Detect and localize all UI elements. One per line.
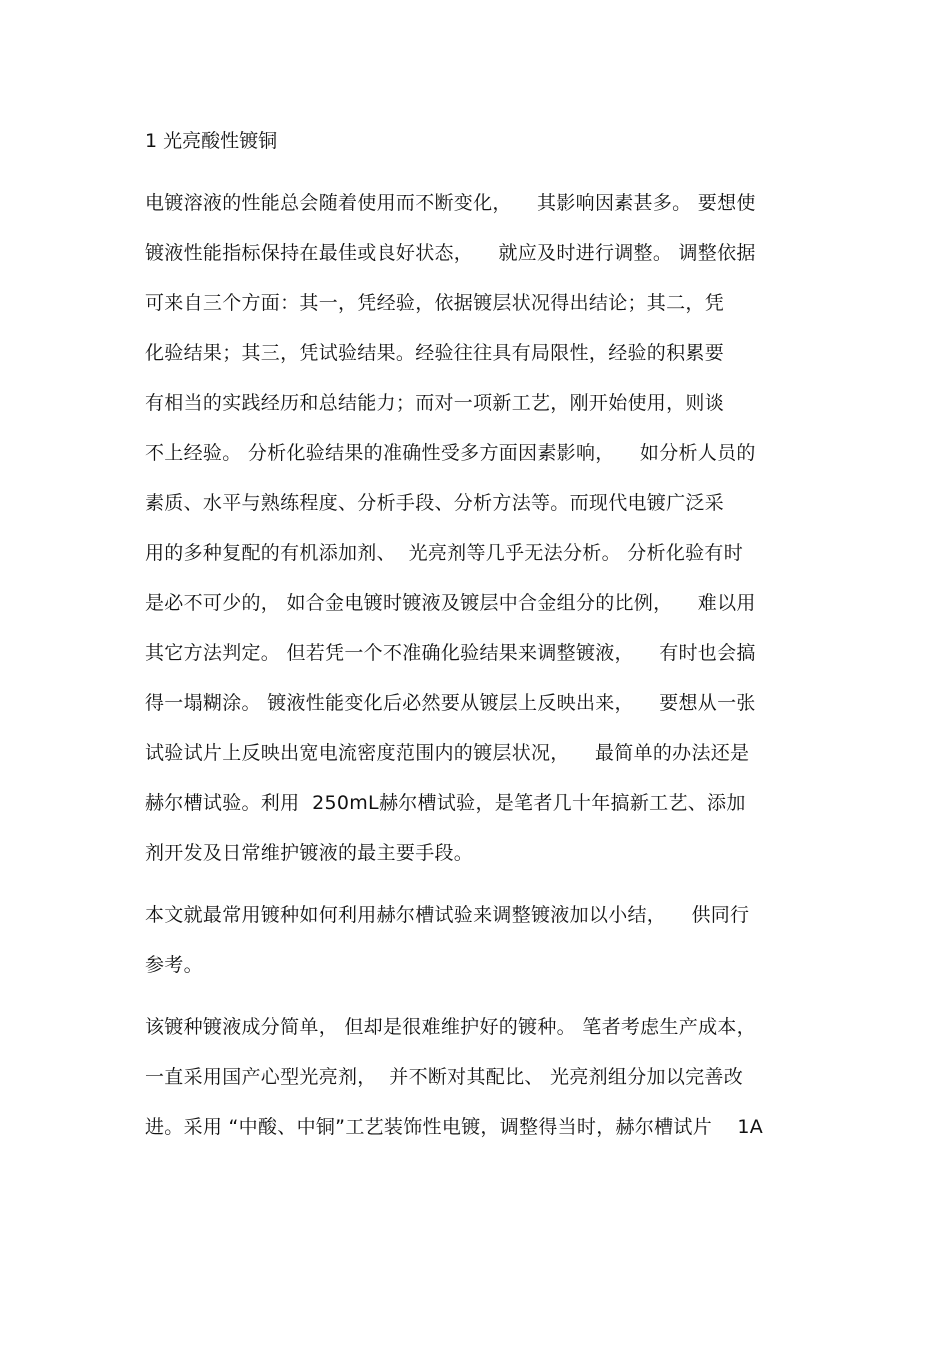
paragraph-1-line-13: 赫尔槽试验。利用 250mL赫尔槽试验，是笔者几十年搞新工艺、添加 (145, 792, 746, 814)
paragraph-1-line-11: 得一塌糊涂。 镀液性能变化后必然要从镀层上反映出来， 要想从一张 (145, 692, 756, 714)
paragraph-1-line-7: 素质、水平与熟练程度、分析手段、分析方法等。而现代电镀广泛采 (145, 492, 725, 514)
paragraph-3-line-1: 该镀种镀液成分简单， 但却是很难维护好的镀种。 笔者考虑生产成本， (145, 1016, 756, 1038)
paragraph-1-line-9: 是必不可少的， 如合金电镀时镀液及镀层中合金组分的比例， 难以用 (145, 592, 756, 614)
section-heading: 1 光亮酸性镀铜 (145, 130, 278, 152)
paragraph-1-line-4: 化验结果；其三，凭试验结果。经验往往具有局限性，经验的积累要 (145, 342, 725, 364)
paragraph-1-line-12: 试验试片上反映出宽电流密度范围内的镀层状况， 最简单的办法还是 (145, 742, 750, 764)
paragraph-1-line-5: 有相当的实践经历和总结能力；而对一项新工艺，刚开始使用，则谈 (145, 392, 725, 414)
paragraph-3-line-2: 一直采用国产心型光亮剂， 并不断对其配比、 光亮剂组分加以完善改 (145, 1066, 744, 1088)
paragraph-1-line-6: 不上经验。 分析化验结果的准确性受多方面因素影响， 如分析人员的 (145, 442, 756, 464)
paragraph-1-line-8: 用的多种复配的有机添加剂、 光亮剂等几乎无法分析。 分析化验有时 (145, 542, 744, 564)
paragraph-1-line-1: 电镀溶液的性能总会随着使用而不断变化， 其影响因素甚多。 要想使 (145, 192, 756, 214)
paragraph-1-line-2: 镀液性能指标保持在最佳或良好状态， 就应及时进行调整。 调整依据 (145, 242, 756, 264)
paragraph-2-line-1: 本文就最常用镀种如何利用赫尔槽试验来调整镀液加以小结， 供同行 (145, 904, 750, 926)
paragraph-1-line-10: 其它方法判定。 但若凭一个不准确化验结果来调整镀液， 有时也会搞 (145, 642, 756, 664)
paragraph-1-line-14: 剂开发及日常维护镀液的最主要手段。 (145, 842, 474, 864)
paragraph-2-line-2: 参考。 (145, 954, 203, 976)
paragraph-3-line-3: 进。采用 “中酸、中铜”工艺装饰性电镀，调整得当时，赫尔槽试片 1A (145, 1116, 764, 1138)
paragraph-1-line-3: 可来自三个方面：其一，凭经验，依据镀层状况得出结论；其二，凭 (145, 292, 725, 314)
